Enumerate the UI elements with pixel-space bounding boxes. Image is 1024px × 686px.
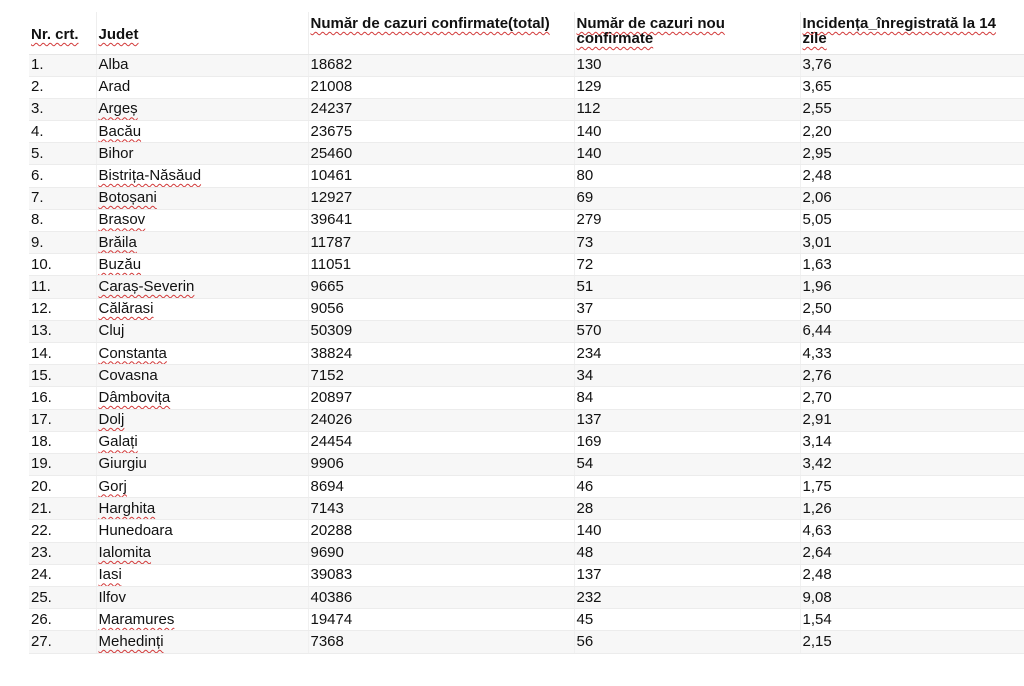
cell-nr-crt[interactable]: 14. — [29, 342, 96, 364]
cell-incidence[interactable]: 3,01 — [800, 232, 1024, 254]
cell-new-confirmed[interactable]: 140 — [574, 121, 800, 143]
cell-total-confirmed[interactable]: 8694 — [308, 476, 574, 498]
cell-nr-crt[interactable]: 18. — [29, 431, 96, 453]
cell-nr-crt[interactable]: 3. — [29, 98, 96, 120]
header-judet[interactable]: Judet — [96, 12, 308, 54]
cell-total-confirmed[interactable]: 50309 — [308, 320, 574, 342]
cell-judet[interactable]: Mehedinți — [96, 631, 308, 653]
cell-incidence[interactable]: 5,05 — [800, 209, 1024, 231]
cell-incidence[interactable]: 9,08 — [800, 587, 1024, 609]
table-row — [29, 298, 1024, 320]
cell-nr-crt[interactable]: 17. — [29, 409, 96, 431]
cell-new-confirmed[interactable]: 37 — [574, 298, 800, 320]
cell-total-confirmed[interactable]: 9665 — [308, 276, 574, 298]
cell-nr-crt[interactable]: 25. — [29, 587, 96, 609]
cell-incidence[interactable]: 2,55 — [800, 98, 1024, 120]
table-row — [29, 342, 1024, 364]
table-row — [29, 165, 1024, 187]
cell-judet[interactable]: Argeș — [96, 98, 308, 120]
cell-total-confirmed[interactable]: 20288 — [308, 520, 574, 542]
cell-total-confirmed[interactable]: 20897 — [308, 387, 574, 409]
cell-judet[interactable]: Giurgiu — [96, 453, 308, 475]
table-row — [29, 520, 1024, 542]
cell-total-confirmed[interactable]: 11051 — [308, 254, 574, 276]
cell-judet[interactable]: Hunedoara — [96, 520, 308, 542]
cell-new-confirmed[interactable]: 232 — [574, 587, 800, 609]
cell-total-confirmed[interactable]: 39641 — [308, 209, 574, 231]
table-row — [29, 498, 1024, 520]
cell-total-confirmed[interactable]: 38824 — [308, 342, 574, 364]
table-row — [29, 232, 1024, 254]
cell-incidence[interactable]: 2,15 — [800, 631, 1024, 653]
cell-total-confirmed[interactable]: 10461 — [308, 165, 574, 187]
table-row — [29, 564, 1024, 586]
cell-incidence[interactable]: 1,96 — [800, 276, 1024, 298]
header-incidence-14-days[interactable]: Incidența_înregistrată la 14 zile — [800, 12, 1024, 54]
cell-judet[interactable]: Bacău — [96, 121, 308, 143]
cell-total-confirmed[interactable]: 19474 — [308, 609, 574, 631]
cell-new-confirmed[interactable]: 72 — [574, 254, 800, 276]
cell-nr-crt[interactable]: 6. — [29, 165, 96, 187]
cell-total-confirmed[interactable]: 12927 — [308, 187, 574, 209]
cell-new-confirmed[interactable]: 51 — [574, 276, 800, 298]
cell-new-confirmed[interactable]: 54 — [574, 453, 800, 475]
cell-new-confirmed[interactable]: 73 — [574, 232, 800, 254]
covid-county-table — [29, 12, 1024, 654]
cell-judet[interactable]: Galați — [96, 431, 308, 453]
header-nr-crt[interactable]: Nr. crt. — [29, 12, 96, 54]
cell-total-confirmed[interactable]: 9056 — [308, 298, 574, 320]
table-row — [29, 542, 1024, 564]
cell-judet[interactable]: Ilfov — [96, 587, 308, 609]
cell-incidence[interactable]: 6,44 — [800, 320, 1024, 342]
cell-judet[interactable]: Brasov — [96, 209, 308, 231]
table-row — [29, 609, 1024, 631]
cell-new-confirmed[interactable]: 130 — [574, 54, 800, 76]
table-row — [29, 387, 1024, 409]
table-row — [29, 476, 1024, 498]
cell-nr-crt[interactable]: 11. — [29, 276, 96, 298]
cell-judet[interactable]: Dâmbovița — [96, 387, 308, 409]
table-row — [29, 209, 1024, 231]
cell-incidence[interactable]: 3,65 — [800, 76, 1024, 98]
cell-total-confirmed[interactable]: 25460 — [308, 143, 574, 165]
cell-incidence[interactable]: 2,64 — [800, 542, 1024, 564]
table-row — [29, 631, 1024, 653]
table-row — [29, 276, 1024, 298]
cell-judet[interactable]: Maramures — [96, 609, 308, 631]
cell-nr-crt[interactable]: 22. — [29, 520, 96, 542]
cell-incidence[interactable]: 4,63 — [800, 520, 1024, 542]
cell-nr-crt[interactable]: 10. — [29, 254, 96, 276]
cell-judet[interactable]: Brăila — [96, 232, 308, 254]
cell-total-confirmed[interactable]: 40386 — [308, 587, 574, 609]
cell-judet[interactable]: Bihor — [96, 143, 308, 165]
cell-nr-crt[interactable]: 4. — [29, 121, 96, 143]
cell-judet[interactable]: Dolj — [96, 409, 308, 431]
cell-nr-crt[interactable]: 5. — [29, 143, 96, 165]
cell-judet[interactable]: Harghita — [96, 498, 308, 520]
table-row — [29, 98, 1024, 120]
cell-total-confirmed[interactable]: 11787 — [308, 232, 574, 254]
cell-judet[interactable]: Iasi — [96, 564, 308, 586]
cell-judet[interactable]: Arad — [96, 76, 308, 98]
cell-incidence[interactable]: 2,91 — [800, 409, 1024, 431]
table-row — [29, 365, 1024, 387]
cell-incidence[interactable]: 2,95 — [800, 143, 1024, 165]
cell-total-confirmed[interactable]: 24237 — [308, 98, 574, 120]
cell-judet[interactable]: Botoșani — [96, 187, 308, 209]
cell-total-confirmed[interactable]: 7143 — [308, 498, 574, 520]
spreadsheet-table-container — [29, 12, 1024, 654]
cell-nr-crt[interactable]: 13. — [29, 320, 96, 342]
cell-total-confirmed[interactable]: 21008 — [308, 76, 574, 98]
cell-judet[interactable]: Cluj — [96, 320, 308, 342]
header-new-confirmed[interactable]: Număr de cazuri nou confirmate — [574, 12, 800, 54]
cell-nr-crt[interactable]: 16. — [29, 387, 96, 409]
table-row — [29, 143, 1024, 165]
cell-nr-crt[interactable]: 23. — [29, 542, 96, 564]
cell-nr-crt[interactable]: 26. — [29, 609, 96, 631]
cell-new-confirmed[interactable]: 48 — [574, 542, 800, 564]
cell-incidence[interactable]: 2,48 — [800, 564, 1024, 586]
cell-incidence[interactable]: 4,33 — [800, 342, 1024, 364]
cell-judet[interactable]: Gorj — [96, 476, 308, 498]
cell-nr-crt[interactable]: 8. — [29, 209, 96, 231]
cell-judet[interactable]: Alba — [96, 54, 308, 76]
cell-new-confirmed[interactable]: 279 — [574, 209, 800, 231]
cell-new-confirmed[interactable]: 28 — [574, 498, 800, 520]
cell-total-confirmed[interactable]: 39083 — [308, 564, 574, 586]
cell-judet[interactable]: Covasna — [96, 365, 308, 387]
cell-new-confirmed[interactable]: 137 — [574, 409, 800, 431]
table-row — [29, 254, 1024, 276]
cell-nr-crt[interactable]: 27. — [29, 631, 96, 653]
cell-judet[interactable]: Constanta — [96, 342, 308, 364]
table-row — [29, 76, 1024, 98]
cell-nr-crt[interactable]: 9. — [29, 232, 96, 254]
cell-nr-crt[interactable]: 19. — [29, 453, 96, 475]
cell-new-confirmed[interactable]: 169 — [574, 431, 800, 453]
cell-new-confirmed[interactable]: 140 — [574, 520, 800, 542]
cell-incidence[interactable]: 2,48 — [800, 165, 1024, 187]
header-total-confirmed[interactable]: Număr de cazuri confirmate(total) — [308, 12, 574, 54]
table-row — [29, 453, 1024, 475]
cell-incidence[interactable]: 1,26 — [800, 498, 1024, 520]
cell-new-confirmed[interactable]: 137 — [574, 564, 800, 586]
cell-total-confirmed[interactable]: 23675 — [308, 121, 574, 143]
cell-new-confirmed[interactable]: 129 — [574, 76, 800, 98]
cell-nr-crt[interactable]: 20. — [29, 476, 96, 498]
cell-total-confirmed[interactable]: 24026 — [308, 409, 574, 431]
cell-new-confirmed[interactable]: 46 — [574, 476, 800, 498]
table-row — [29, 431, 1024, 453]
cell-new-confirmed[interactable]: 234 — [574, 342, 800, 364]
table-row — [29, 320, 1024, 342]
table-body — [29, 54, 1024, 653]
cell-incidence[interactable]: 3,42 — [800, 453, 1024, 475]
cell-judet[interactable]: Buzău — [96, 254, 308, 276]
cell-new-confirmed[interactable]: 56 — [574, 631, 800, 653]
table-row — [29, 54, 1024, 76]
cell-incidence[interactable]: 2,06 — [800, 187, 1024, 209]
cell-judet[interactable]: Ialomita — [96, 542, 308, 564]
table-row — [29, 587, 1024, 609]
cell-new-confirmed[interactable]: 140 — [574, 143, 800, 165]
cell-nr-crt[interactable]: 12. — [29, 298, 96, 320]
cell-judet[interactable]: Bistrița-Năsăud — [96, 165, 308, 187]
cell-nr-crt[interactable]: 21. — [29, 498, 96, 520]
cell-judet[interactable]: Călărasi — [96, 298, 308, 320]
cell-total-confirmed[interactable]: 18682 — [308, 54, 574, 76]
cell-total-confirmed[interactable]: 7368 — [308, 631, 574, 653]
cell-new-confirmed[interactable]: 80 — [574, 165, 800, 187]
cell-incidence[interactable]: 1,75 — [800, 476, 1024, 498]
cell-incidence[interactable]: 2,76 — [800, 365, 1024, 387]
table-row — [29, 187, 1024, 209]
cell-incidence[interactable]: 3,14 — [800, 431, 1024, 453]
cell-judet[interactable]: Caraș-Severin — [96, 276, 308, 298]
cell-new-confirmed[interactable]: 84 — [574, 387, 800, 409]
cell-new-confirmed[interactable]: 45 — [574, 609, 800, 631]
cell-total-confirmed[interactable]: 9690 — [308, 542, 574, 564]
cell-new-confirmed[interactable]: 112 — [574, 98, 800, 120]
cell-nr-crt[interactable]: 1. — [29, 54, 96, 76]
cell-new-confirmed[interactable]: 69 — [574, 187, 800, 209]
cell-incidence[interactable]: 2,20 — [800, 121, 1024, 143]
header-row — [29, 12, 1024, 54]
cell-nr-crt[interactable]: 7. — [29, 187, 96, 209]
cell-total-confirmed[interactable]: 7152 — [308, 365, 574, 387]
cell-nr-crt[interactable]: 15. — [29, 365, 96, 387]
cell-incidence[interactable]: 2,50 — [800, 298, 1024, 320]
cell-nr-crt[interactable]: 24. — [29, 564, 96, 586]
table-row — [29, 121, 1024, 143]
cell-incidence[interactable]: 3,76 — [800, 54, 1024, 76]
cell-total-confirmed[interactable]: 24454 — [308, 431, 574, 453]
cell-incidence[interactable]: 1,54 — [800, 609, 1024, 631]
cell-incidence[interactable]: 1,63 — [800, 254, 1024, 276]
cell-nr-crt[interactable]: 2. — [29, 76, 96, 98]
cell-new-confirmed[interactable]: 570 — [574, 320, 800, 342]
cell-new-confirmed[interactable]: 34 — [574, 365, 800, 387]
table-row — [29, 409, 1024, 431]
cell-total-confirmed[interactable]: 9906 — [308, 453, 574, 475]
cell-incidence[interactable]: 2,70 — [800, 387, 1024, 409]
